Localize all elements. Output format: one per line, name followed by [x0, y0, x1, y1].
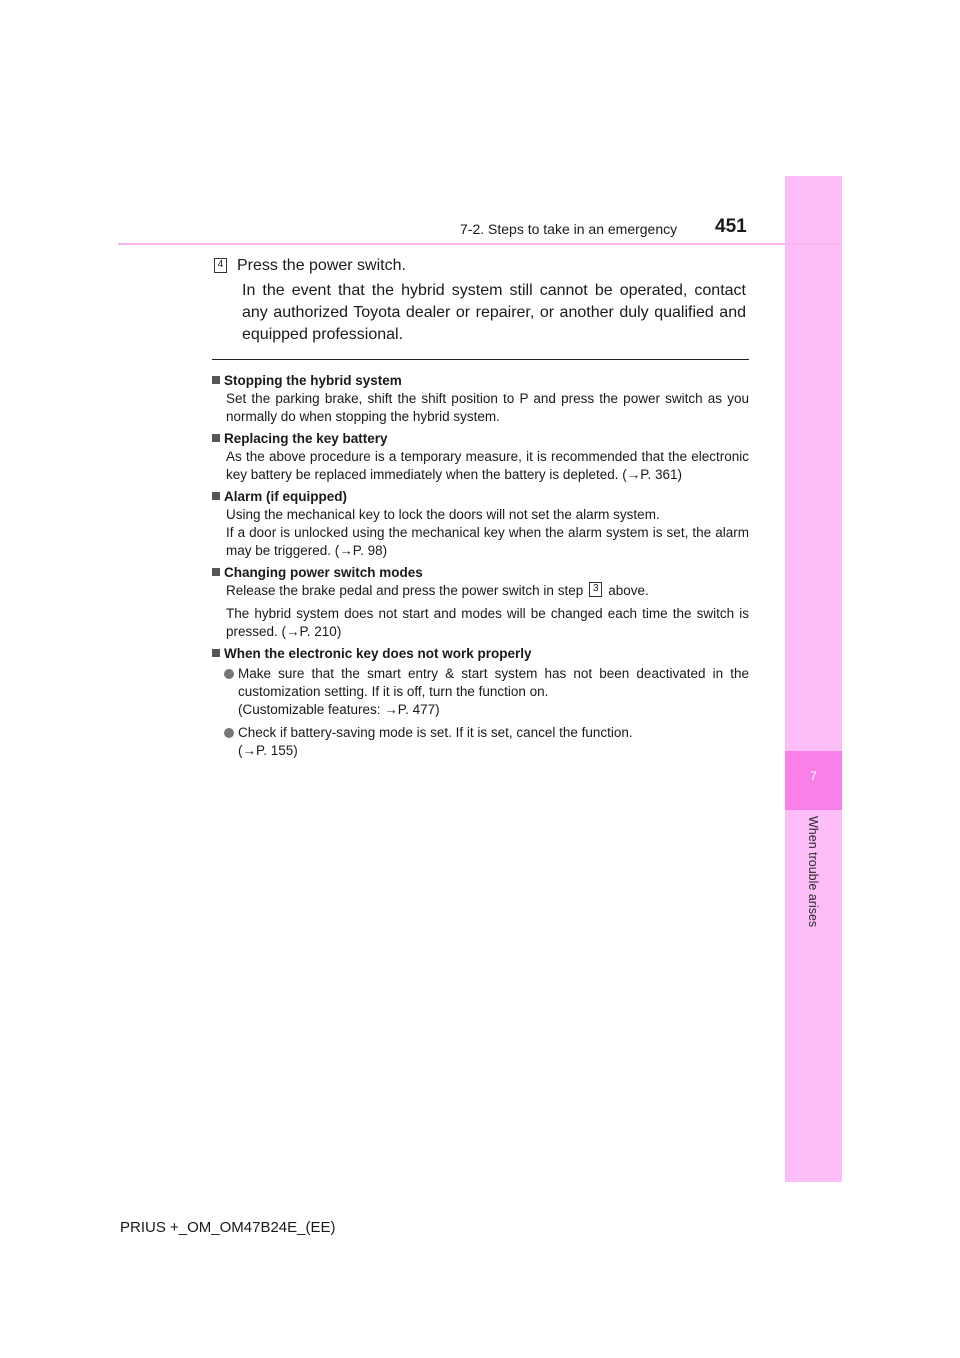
note-bullet-1	[212, 665, 749, 719]
step-instruction: Press the power switch.	[237, 257, 406, 274]
chapter-number: 7	[810, 769, 817, 783]
note-title-text: Changing power switch modes	[224, 565, 423, 580]
note-body-alarm-2: If a door is unlocked using the mechanical key when the alarm system is set, the alarm may be triggered. (→P. 98)	[226, 525, 749, 558]
circle-bullet-icon	[224, 728, 234, 738]
square-bullet-icon	[212, 568, 220, 576]
notes-section	[212, 368, 749, 760]
step-4	[214, 255, 406, 277]
note-title-text: Replacing the key battery	[224, 431, 388, 446]
note-title-text: Alarm (if equipped)	[224, 489, 348, 504]
square-bullet-icon	[212, 649, 220, 657]
note-title-replacing	[212, 430, 749, 448]
notes-divider	[212, 359, 749, 360]
step-detail: In the event that the hybrid system still cannot be operated, contact any authorized Toyota dealer or repairer, or another duly qualified and equipped professional.	[242, 282, 746, 343]
chapter-side-tab	[785, 176, 842, 1182]
square-bullet-icon	[212, 492, 220, 500]
note-body-changing-1	[212, 582, 749, 600]
note-body-stopping: Set the parking brake, shift the shift position to P and press the power switch as you normally do when stopping the hybrid system.	[226, 391, 749, 424]
chapter-title	[804, 816, 824, 956]
header-divider	[118, 243, 842, 245]
step-ref-box: 3	[589, 582, 602, 597]
note-text: Release the brake pedal and press the power switch in step	[226, 583, 584, 598]
square-bullet-icon	[212, 434, 220, 442]
note-body-replacing: As the above procedure is a temporary measure, it is recommended that the electronic key battery be replaced immediately when the battery is depleted. (→P. 361)	[226, 449, 749, 482]
section-title: 7-2. Steps to take in an emergency	[460, 221, 678, 237]
page-number: 451	[715, 216, 747, 237]
note-title-text: When the electronic key does not work properly	[224, 646, 532, 661]
document-id: PRIUS +_OM_OM47B24E_(EE)	[120, 1219, 336, 1236]
note-body-changing-2: The hybrid system does not start and modes will be changed each time the switch is pressed. (→P. 210)	[226, 606, 749, 639]
bullet-text: (→P. 155)	[238, 743, 298, 758]
note-text: above.	[608, 583, 649, 598]
note-body-alarm-1: Using the mechanical key to lock the doors will not set the alarm system.	[226, 507, 660, 522]
circle-bullet-icon	[224, 669, 234, 679]
note-bullet-2	[212, 724, 749, 760]
step-number-box: 4	[214, 258, 227, 273]
note-title-changing	[212, 564, 749, 582]
bullet-text: Check if battery-saving mode is set. If it is set, cancel the function.	[238, 725, 633, 740]
square-bullet-icon	[212, 376, 220, 384]
bullet-text: (Customizable features: →P. 477)	[238, 702, 440, 717]
chapter-title-text: When trouble arises	[806, 816, 820, 928]
note-title-text: Stopping the hybrid system	[224, 373, 402, 388]
bullet-text: Make sure that the smart entry & start system has not been deactivated in the customization setting. If it is off, turn the function on.	[238, 666, 749, 699]
note-title-key	[212, 645, 749, 663]
note-title-alarm	[212, 488, 749, 506]
note-title-stopping	[212, 372, 749, 390]
